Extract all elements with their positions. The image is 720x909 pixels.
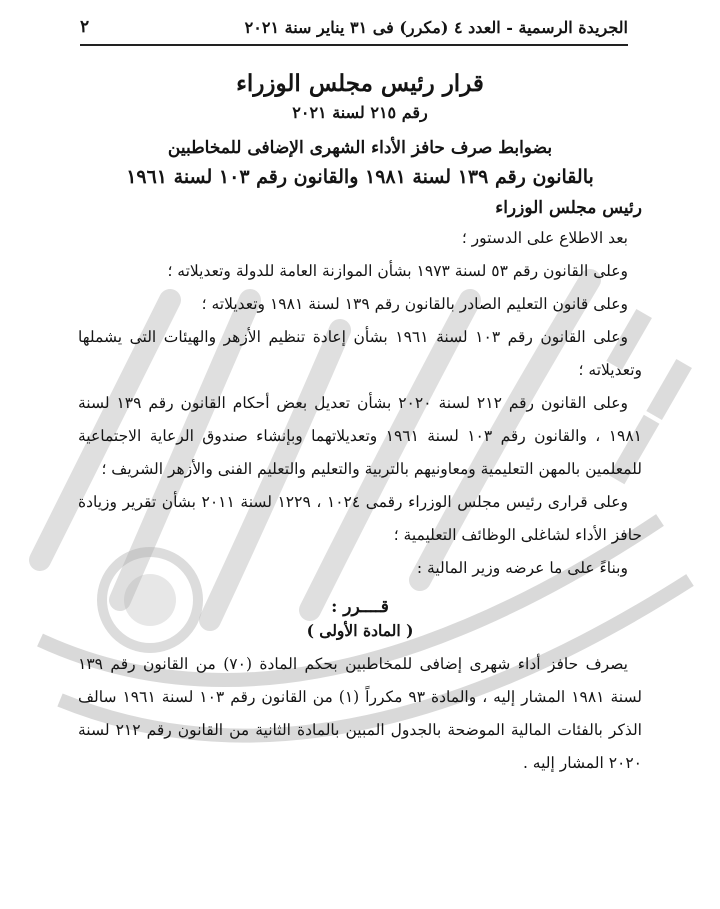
decree-title: قرار رئيس مجلس الوزراء [236, 70, 484, 97]
preamble-clause: وعلى قرارى رئيس مجلس الوزراء رقمى ١٠٢٤ ، ١٢٢٩ لسنة ٢٠١١ بشأن تقرير وزيادة حافز الأداء لشاغلى الوظائف التعليمية ؛ [78, 493, 642, 544]
decision-heading: قــــرر : [331, 597, 389, 617]
preamble-clause: بعد الاطلاع على الدستور ؛ [461, 229, 628, 247]
preamble-clause: وبناءً على ما عرضه وزير المالية : [416, 559, 628, 577]
preamble-clause: وعلى القانون رقم ١٠٣ لسنة ١٩٦١ بشأن إعادة تنظيم الأزهر والهيئات التى يشملها وتعديلاته ؛ [78, 328, 642, 379]
running-header [80, 10, 628, 46]
article-text: يصرف حافز أداء شهرى إضافى للمخاطبين بحكم المادة (٧٠) من القانون رقم ١٣٩ لسنة ١٩٨١ المشار إليه ، والمادة ٩٣ مكرراً (١) من القانون رقم ١٠٣ لسنة ١٩٦١ سالف الذكر بالفئات المالية الموضحة بالجدول المبين بالمادة الثانية من القانون رقم ٢١٢ لسنة ٢٠٢٠ المشار إليه . [78, 655, 643, 772]
article-heading: ( المادة الأولى ) [306, 621, 414, 640]
decree-subject-line-1: بضوابط صرف حافز الأداء الشهرى الإضافى للمخاطبين [167, 138, 553, 158]
issuer-heading: رئيس مجلس الوزراء [495, 198, 642, 218]
decree-number: رقم ٢١٥ لسنة ٢٠٢١ [292, 103, 428, 122]
decree-body [78, 60, 642, 780]
running-title: الجريدة الرسمية - العدد ٤ (مكرر) فى ٣١ يناير سنة ٢٠٢١ [244, 17, 628, 37]
preamble-clause: وعلى القانون رقم ٥٣ لسنة ١٩٧٣ بشأن الموازنة العامة للدولة وتعديلاته ؛ [167, 262, 628, 280]
preamble-clause: وعلى القانون رقم ٢١٢ لسنة ٢٠٢٠ بشأن تعديل بعض أحكام القانون رقم ١٣٩ لسنة ١٩٨١ ، والقانون رقم ١٠٣ لسنة ١٩٦١ وتعديلاتهما وبإنشاء صندوق الرعاية الاجتماعية للمعلمين بالمهن التعليمية ومعاونيهم بالتربية والتعليم والتعليم الفنى والأزهر الشريف ؛ [78, 394, 642, 478]
page-number: ٢ [80, 17, 90, 37]
decree-subject-line-2: بالقانون رقم ١٣٩ لسنة ١٩٨١ والقانون رقم ١٠٣ لسنة ١٩٦١ [126, 166, 594, 188]
preamble-clause: وعلى قانون التعليم الصادر بالقانون رقم ١٣٩ لسنة ١٩٨١ وتعديلاته ؛ [201, 295, 628, 313]
